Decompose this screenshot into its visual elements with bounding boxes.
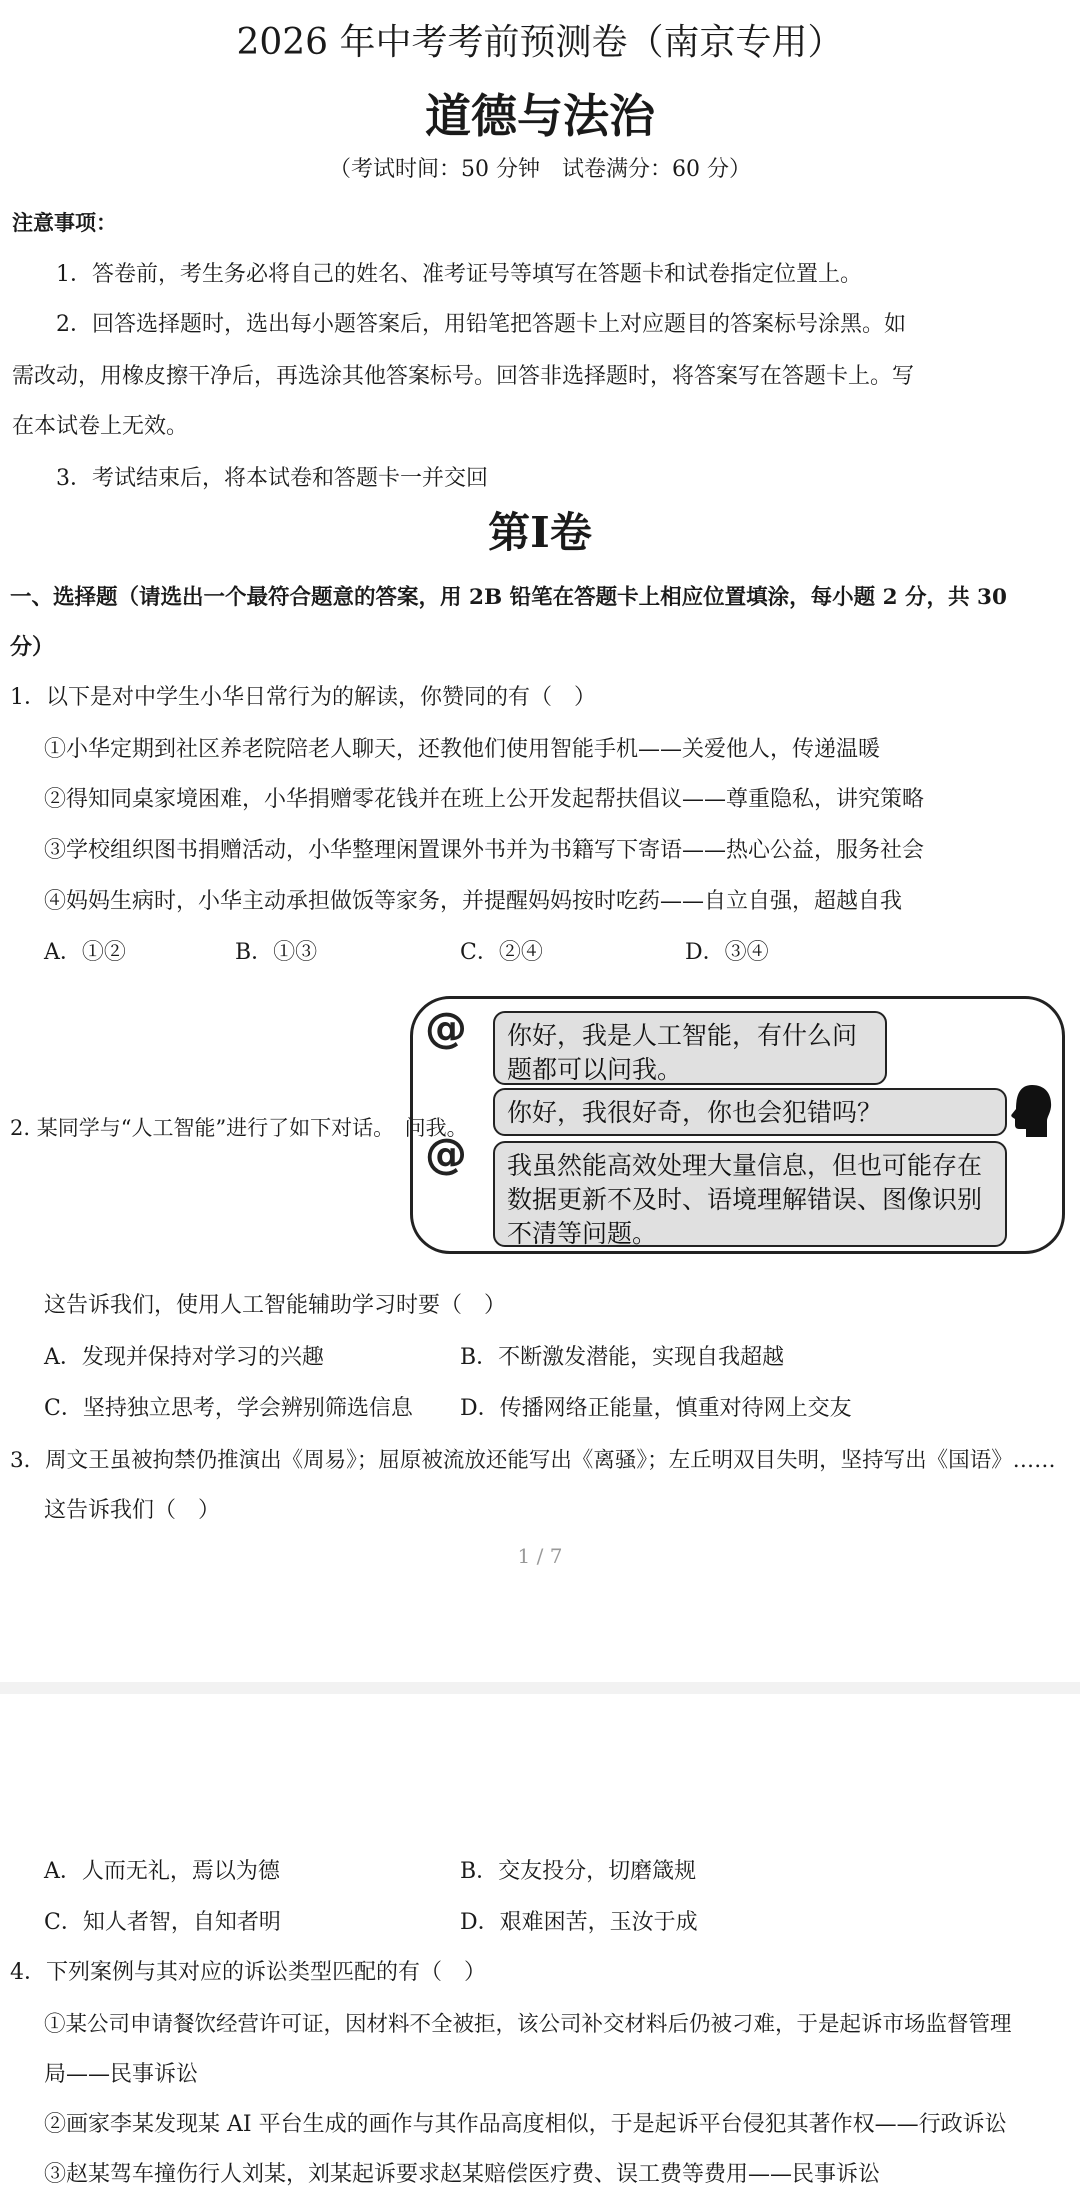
question-3-option-d: D．艰难困苦，玉汝于成 (460, 1910, 698, 1935)
question-2-question: 这告诉我们，使用人工智能辅助学习时要（ ） (44, 1293, 507, 1318)
question-3-stem: 3．周文王虽被拘禁仍推演出《周易》；屈原被流放还能写出《离骚》；左丘明双目失明，坚持写出《国语》…… (10, 1448, 1056, 1473)
question-1-option-d: D．③④ (685, 940, 769, 965)
question-1-item: ③学校组织图书捐赠活动，小华整理闲置课外书并为书籍写下寄语——热心公益，服务社会 (44, 838, 925, 863)
exam-title: 2026 年中考考前预测卷（南京专用） (236, 22, 844, 63)
question-4-item: ①某公司申请餐饮经营许可证，因材料不全被拒，该公司补交材料后仍被刁难，于是起诉市场监督管理 (44, 2012, 1012, 2037)
question-1-item: ①小华定期到社区养老院陪老人聊天，还教他们使用智能手机——关爱他人，传递温暖 (44, 737, 881, 762)
note-line: 3．考试结束后，将本试卷和答题卡一并交回 (56, 466, 488, 491)
ai-message-bubble: 我虽然能高效处理大量信息，但也可能存在数据更新不及时、语境理解错误、图像识别不清等问题。 (493, 1141, 1007, 1247)
question-4-item: ②画家李某发现某 AI 平台生成的画作与其作品高度相似，于是起诉平台侵犯其著作权——行政诉讼 (44, 2112, 1007, 2137)
notes-heading: 注意事项： (12, 210, 117, 235)
question-1-item: ②得知同桌家境困难，小华捐赠零花钱并在班上公开发起帮扶倡议——尊重隐私，讲究策略 (44, 787, 925, 812)
question-2-option-c: C．坚持独立思考，学会辨别筛选信息 (44, 1396, 413, 1421)
ai-dialog-box (410, 996, 1065, 1254)
question-1-option-c: C．②④ (460, 940, 543, 965)
note-line: 2．回答选择题时，选出每小题答案后，用铅笔把答题卡上对应题目的答案标号涂黑。如 (56, 312, 906, 337)
question-2-stem: 2. 某同学与“人工智能”进行了如下对话。 问我。 (10, 1116, 468, 1140)
question-4-item-cont: 局——民事诉讼 (44, 2062, 199, 2087)
question-1-item: ④妈妈生病时，小华主动承担做饭等家务，并提醒妈妈按时吃药——自立自强，超越自我 (44, 889, 903, 914)
ai-message-bubble: 你好，我是人工智能，有什么问题都可以问我。 (493, 1011, 887, 1085)
question-2-option-b: B．不断激发潜能，实现自我超越 (460, 1345, 785, 1370)
question-3-option-a: A．人而无礼，焉以为德 (44, 1859, 280, 1884)
question-4-stem: 4．下列案例与其对应的诉讼类型匹配的有（ ） (10, 1960, 486, 1985)
note-line: 1．答卷前，考生务必将自己的姓名、准考证号等填写在答题卡和试卷指定位置上。 (56, 262, 862, 287)
subject-title: 道德与法治 (425, 89, 655, 143)
note-line: 需改动，用橡皮擦干净后，再选涂其他答案标号。回答非选择题时，将答案写在答题卡上。写 (12, 364, 915, 389)
page-separator (0, 1682, 1080, 1694)
at-icon: @ (425, 1003, 467, 1052)
exam-info: （考试时间：50 分钟 试卷满分：60 分） (329, 157, 751, 182)
question-3-question: 这告诉我们（ ） (44, 1498, 221, 1523)
section-heading-cont: 分） (10, 634, 55, 660)
question-4-item: ③赵某驾车撞伤行人刘某，刘某起诉要求赵某赔偿医疗费、误工费等费用——民事诉讼 (44, 2162, 881, 2187)
question-1-option-b: B．①③ (235, 940, 318, 965)
question-3-option-b: B．交友投分，切磨箴规 (460, 1859, 697, 1884)
exam-page-2 (0, 1694, 1080, 2196)
question-2-option-a: A．发现并保持对学习的兴趣 (44, 1345, 324, 1370)
juan-heading: 第Ⅰ卷 (488, 508, 592, 557)
question-3-option-c: C．知人者智，自知者明 (44, 1910, 281, 1935)
person-head-icon (1010, 1083, 1054, 1139)
section-heading: 一、选择题（请选出一个最符合题意的答案，用 2B 铅笔在答题卡上相应位置填涂，每小题 2 分，共 30 (10, 585, 1007, 610)
question-1-stem: 1．以下是对中学生小华日常行为的解读，你赞同的有（ ） (10, 685, 596, 710)
note-line: 在本试卷上无效。 (12, 414, 189, 439)
user-message-bubble: 你好，我很好奇，你也会犯错吗？ (493, 1088, 1007, 1136)
at-icon: @ (425, 1129, 467, 1178)
question-1-option-a: A．①② (44, 940, 126, 965)
question-2-option-d: D．传播网络正能量，慎重对待网上交友 (460, 1396, 852, 1421)
page-number: 1 / 7 (517, 1544, 563, 1568)
